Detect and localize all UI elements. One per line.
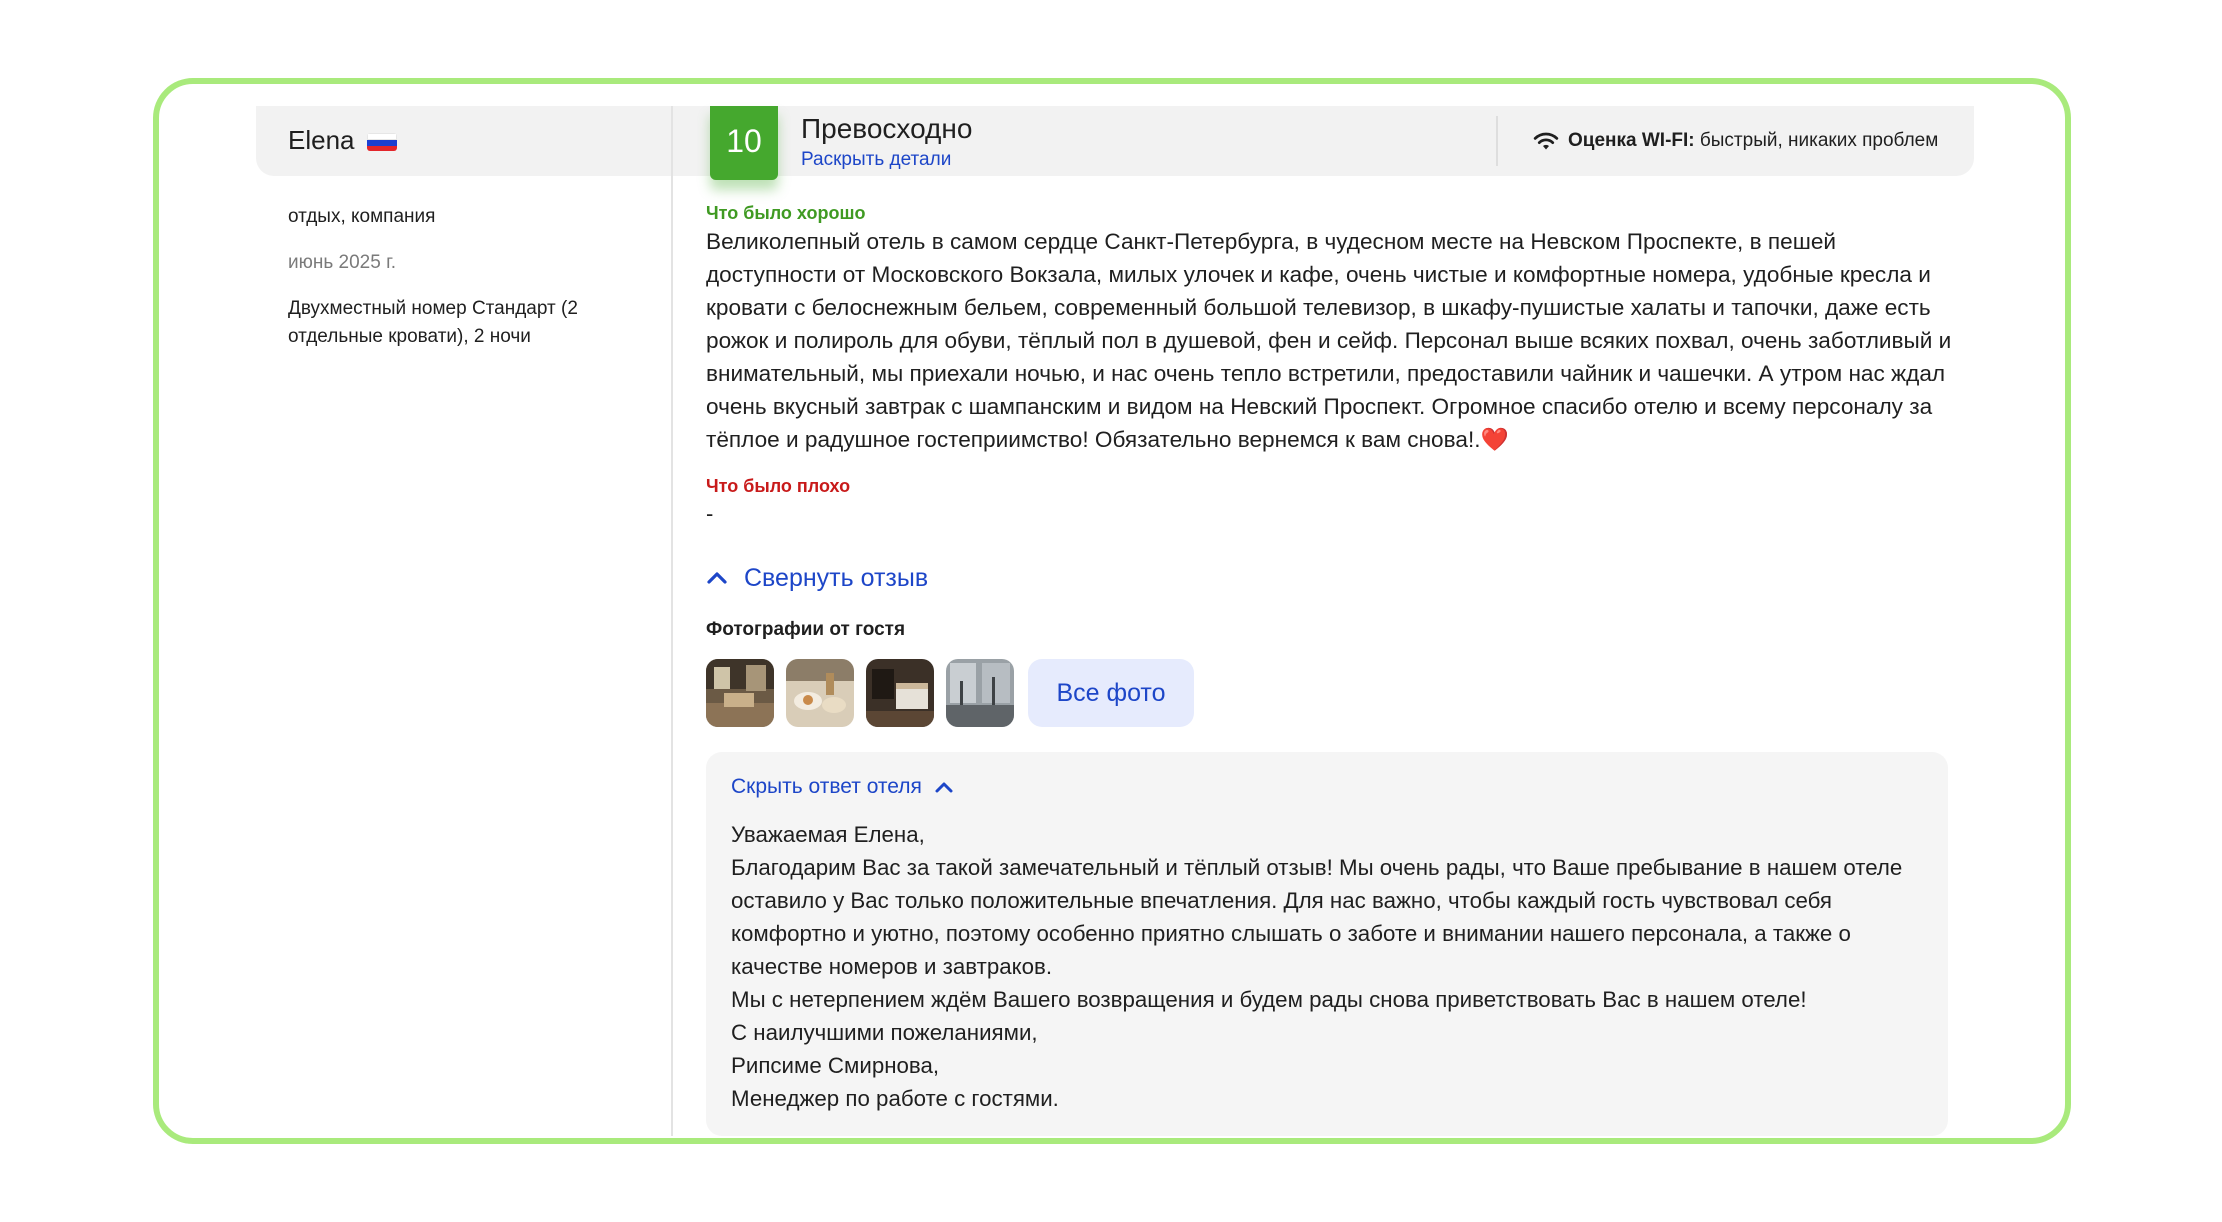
hotel-reply [706,752,1948,1136]
column-divider [671,106,673,1136]
guest-photo-thumbnail[interactable] [866,659,934,727]
guest-photo-thumbnail[interactable] [706,659,774,727]
score-badge: 10 [710,106,778,180]
hide-hotel-reply-label: Скрыть ответ отеля [731,775,922,798]
hotel-reply-text: Уважаемая Елена, Благодарим Вас за такой замечательный и тёплый отзыв! Мы очень рады, что Ваше пребывание в нашем отеле оставило у Вас только положительные впечатления. Для нас важно, чтобы каждый гость чувствовал себя комфортно и уютно, поэтому особенно приятно слышать о заботе и внимании нашего персонала, а также о качестве номеров и завтраков. Мы с нетерпением ждём Вашего возвращения и будем рады снова приветствовать Вас в нашем отеле! С наилучшими пожеланиями, Рипсиме Смирнова, Менеджер по работе с гостями. [731,822,1903,1111]
rating-label: Превосходно [801,113,973,144]
guest-photo-thumbnail[interactable] [946,659,1014,727]
russia-flag-icon [367,133,397,151]
wifi-separator [1496,116,1498,166]
expand-details-link[interactable]: Раскрыть детали [801,149,952,170]
pros-label: Что было хорошо [706,203,866,223]
stay-date: июнь 2025 г. [288,252,396,273]
wifi-label: Оценка WI-FI: [1568,130,1695,151]
hide-hotel-reply-button[interactable] [731,772,954,802]
review-card [153,78,2071,1144]
chevron-up-icon [706,567,728,589]
reviewer-name: Elena [288,125,355,155]
chevron-up-icon [934,777,954,797]
collapse-review-label: Свернуть отзыв [744,564,929,592]
all-photos-button[interactable]: Все фото [1028,659,1194,727]
guest-photos-label: Фотографии от гостя [706,619,906,640]
cons-label: Что было плохо [706,476,851,496]
guest-photo-thumbnail[interactable] [786,659,854,727]
trip-type: отдых, компания [288,206,436,227]
room-info: Двухместный номер Стандарт (2 отдельные кровати), 2 ночи [288,298,578,347]
collapse-review-button[interactable] [706,562,928,594]
pros-text: Великолепный отель в самом сердце Санкт-Петербурга, в чудесном месте на Невском Проспекте, в пешей доступности от Московского Вокзала, милых улочек и кафе, очень чистые и комфортные номера, удобные кресла и кровати с белоснежным бельем, современный большой телевизор, в шкафу-пушистые халаты и тапочки, даже есть рожок и полироль для обуви, тёплый пол в душевой, фен и сейф. Персонал выше всяких похвал, очень заботливый и внимательный, мы приехали ночью, и нас очень тепло встретили, предоставили чайник и чашечки. А утром нас ждал очень вкусный завтрак с шампанским и видом на Невский Проспект. Огромное спасибо отелю и всему персоналу за тёплое и радушное гостеприимство! Обязательно вернемся к вам снова!.❤️ [706,229,1952,452]
cons-text: - [706,501,714,526]
wifi-icon [1533,131,1559,151]
wifi-value: быстрый, никаких проблем [1699,130,1939,151]
wifi-rating [1568,129,1938,153]
reviewer-header [256,106,671,176]
